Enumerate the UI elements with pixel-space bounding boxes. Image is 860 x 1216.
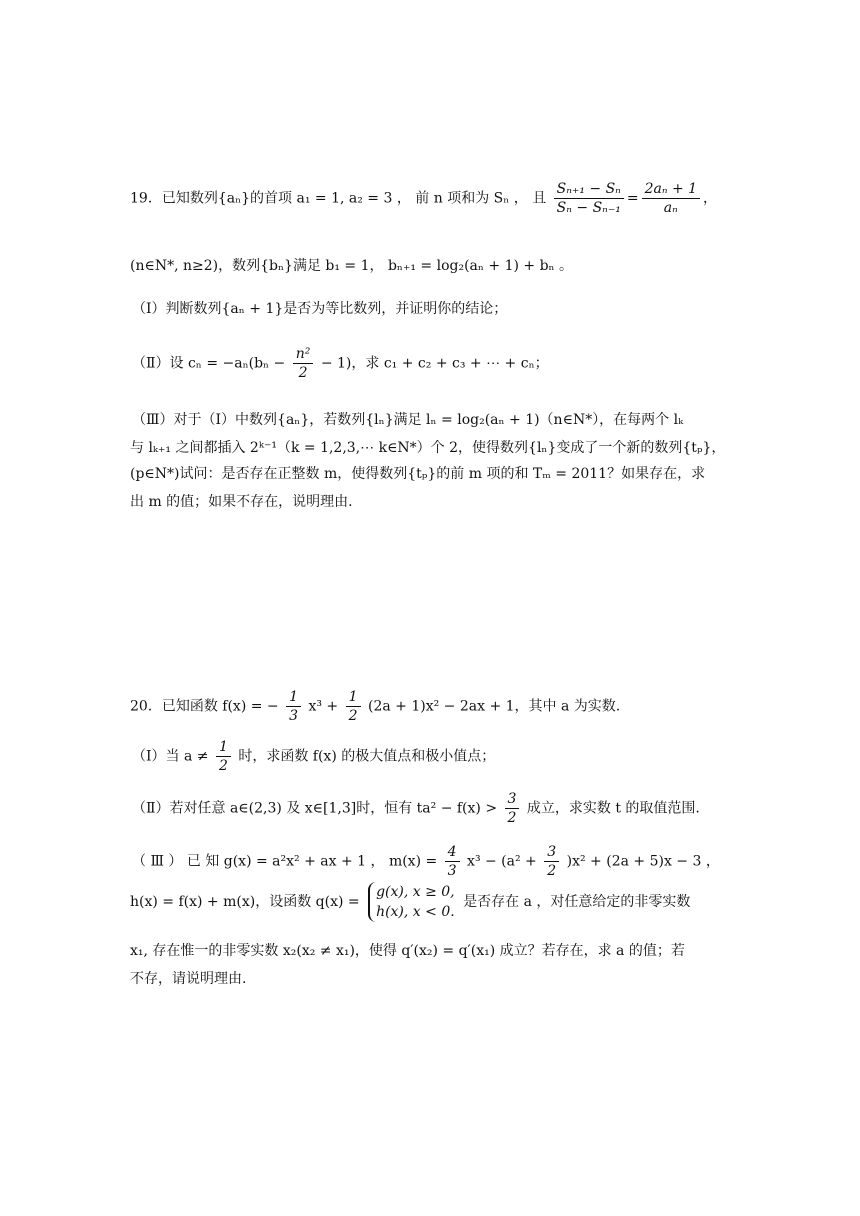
problem-19-line-2: (n∈N*, n≥2)，数列{bₙ}满足 b₁ = 1， bₙ₊₁ = log₂(aₙ + 1) + bₙ 。 bbox=[130, 258, 574, 274]
problem-19-number: 19． bbox=[130, 190, 162, 207]
problem-20-part-1: （Ⅰ）当 a ≠ $\frac{1}{2}$ 时，求函数 f(x) 的极大值点和极小值点； bbox=[132, 739, 496, 774]
problem-19-part-3-line-4: 出 m 的值；如果不存在，说明理由. bbox=[130, 494, 353, 510]
problem-19-part-1: （Ⅰ）判断数列{aₙ + 1}是否为等比数列，并证明你的结论； bbox=[132, 301, 508, 317]
fraction-s: $\frac{\text{Sₙ₊₁ − Sₙ}}{\text{Sₙ − Sₙ₋₁}}$ bbox=[554, 180, 624, 217]
problem-19-text: 已知数列{aₙ}的首项 a₁ = 1, a₂ = 3 ， 前 n 项和为 Sₙ ， 且 bbox=[161, 190, 547, 207]
problem-19-part-3-line-2: 与 lₖ₊₁ 之间都插入 2ᵏ⁻¹（k = 1,2,3,⋯ k∈N*）个 2，使得数列{lₙ}变成了一个新的数列{tₚ}， bbox=[130, 440, 726, 456]
problem-20-part-3-line-2: h(x) = f(x) + m(x)，设函数 q(x) = g(x), x ≥ 0, h(x), x < 0. 是否存在 a ，对任意给定的非零实数 bbox=[130, 884, 691, 920]
problem-19-line-1: 19．已知数列{aₙ}的首项 a₁ = 1, a₂ = 3 ， 前 n 项和为 Sₙ ， 且 $\frac{\text{Sₙ₊₁ − Sₙ}}{\text{Sₙ − Sₙ₋₁}}$ = $\frac{\text{2aₙ + 1}}{\text{aₙ}}$ ， bbox=[130, 181, 718, 216]
problem-20-part-3-line-1: （ Ⅲ ） 已 知 g(x) = a²x² + ax + 1 ， m(x) = $\frac{4}{3}$ x³ − (a² + $\frac{3}{2}$ )x² + (2a + 5)x − 3 ， bbox=[132, 844, 720, 879]
problem-19-part-2: （Ⅱ）设 cₙ = −aₙ(bₙ − $\frac{\text{n²}}{2}$ − 1)，求 c₁ + c₂ + c₃ + ⋯ + cₙ； bbox=[132, 346, 549, 381]
fraction-n2: $\frac{\text{n²}}{2}$ bbox=[293, 345, 314, 382]
problem-19-part-3-line-3: (p∈N*)试问：是否存在正整数 m，使得数列{tₚ}的前 m 项的和 Tₘ = 2011？如果存在，求 bbox=[130, 466, 706, 482]
problem-20-part-2: （Ⅱ）若对任意 a∈(2,3) 及 x∈[1,3]时，恒有 ta² − f(x) > $\frac{3}{2}$ 成立，求实数 t 的取值范围. bbox=[132, 791, 700, 826]
fraction-a: $\frac{\text{2aₙ + 1}}{\text{aₙ}}$ bbox=[642, 180, 700, 217]
problem-20-part-3-line-3: x₁, 存在惟一的非零实数 x₂(x₂ ≠ x₁)，使得 q′(x₂) = q′(x₁) 成立？若存在，求 a 的值；若 bbox=[130, 943, 685, 959]
problem-20-part-3-line-4: 不存，请说明理由. bbox=[130, 971, 247, 987]
problem-19-part-3-line-1: （Ⅲ）对于（Ⅰ）中数列{aₙ}，若数列{lₙ}满足 lₙ = log₂(aₙ + 1)（n∈N*），在每两个 lₖ bbox=[132, 412, 684, 428]
problem-20-line-1: 20．已知函数 f(x) = − $\frac{1}{3}$ x³ + $\frac{1}{2}$ (2a + 1)x² − 2ax + 1，其中 a 为实数. bbox=[130, 689, 621, 724]
piecewise-function: g(x), x ≥ 0, h(x), x < 0. bbox=[368, 882, 455, 922]
